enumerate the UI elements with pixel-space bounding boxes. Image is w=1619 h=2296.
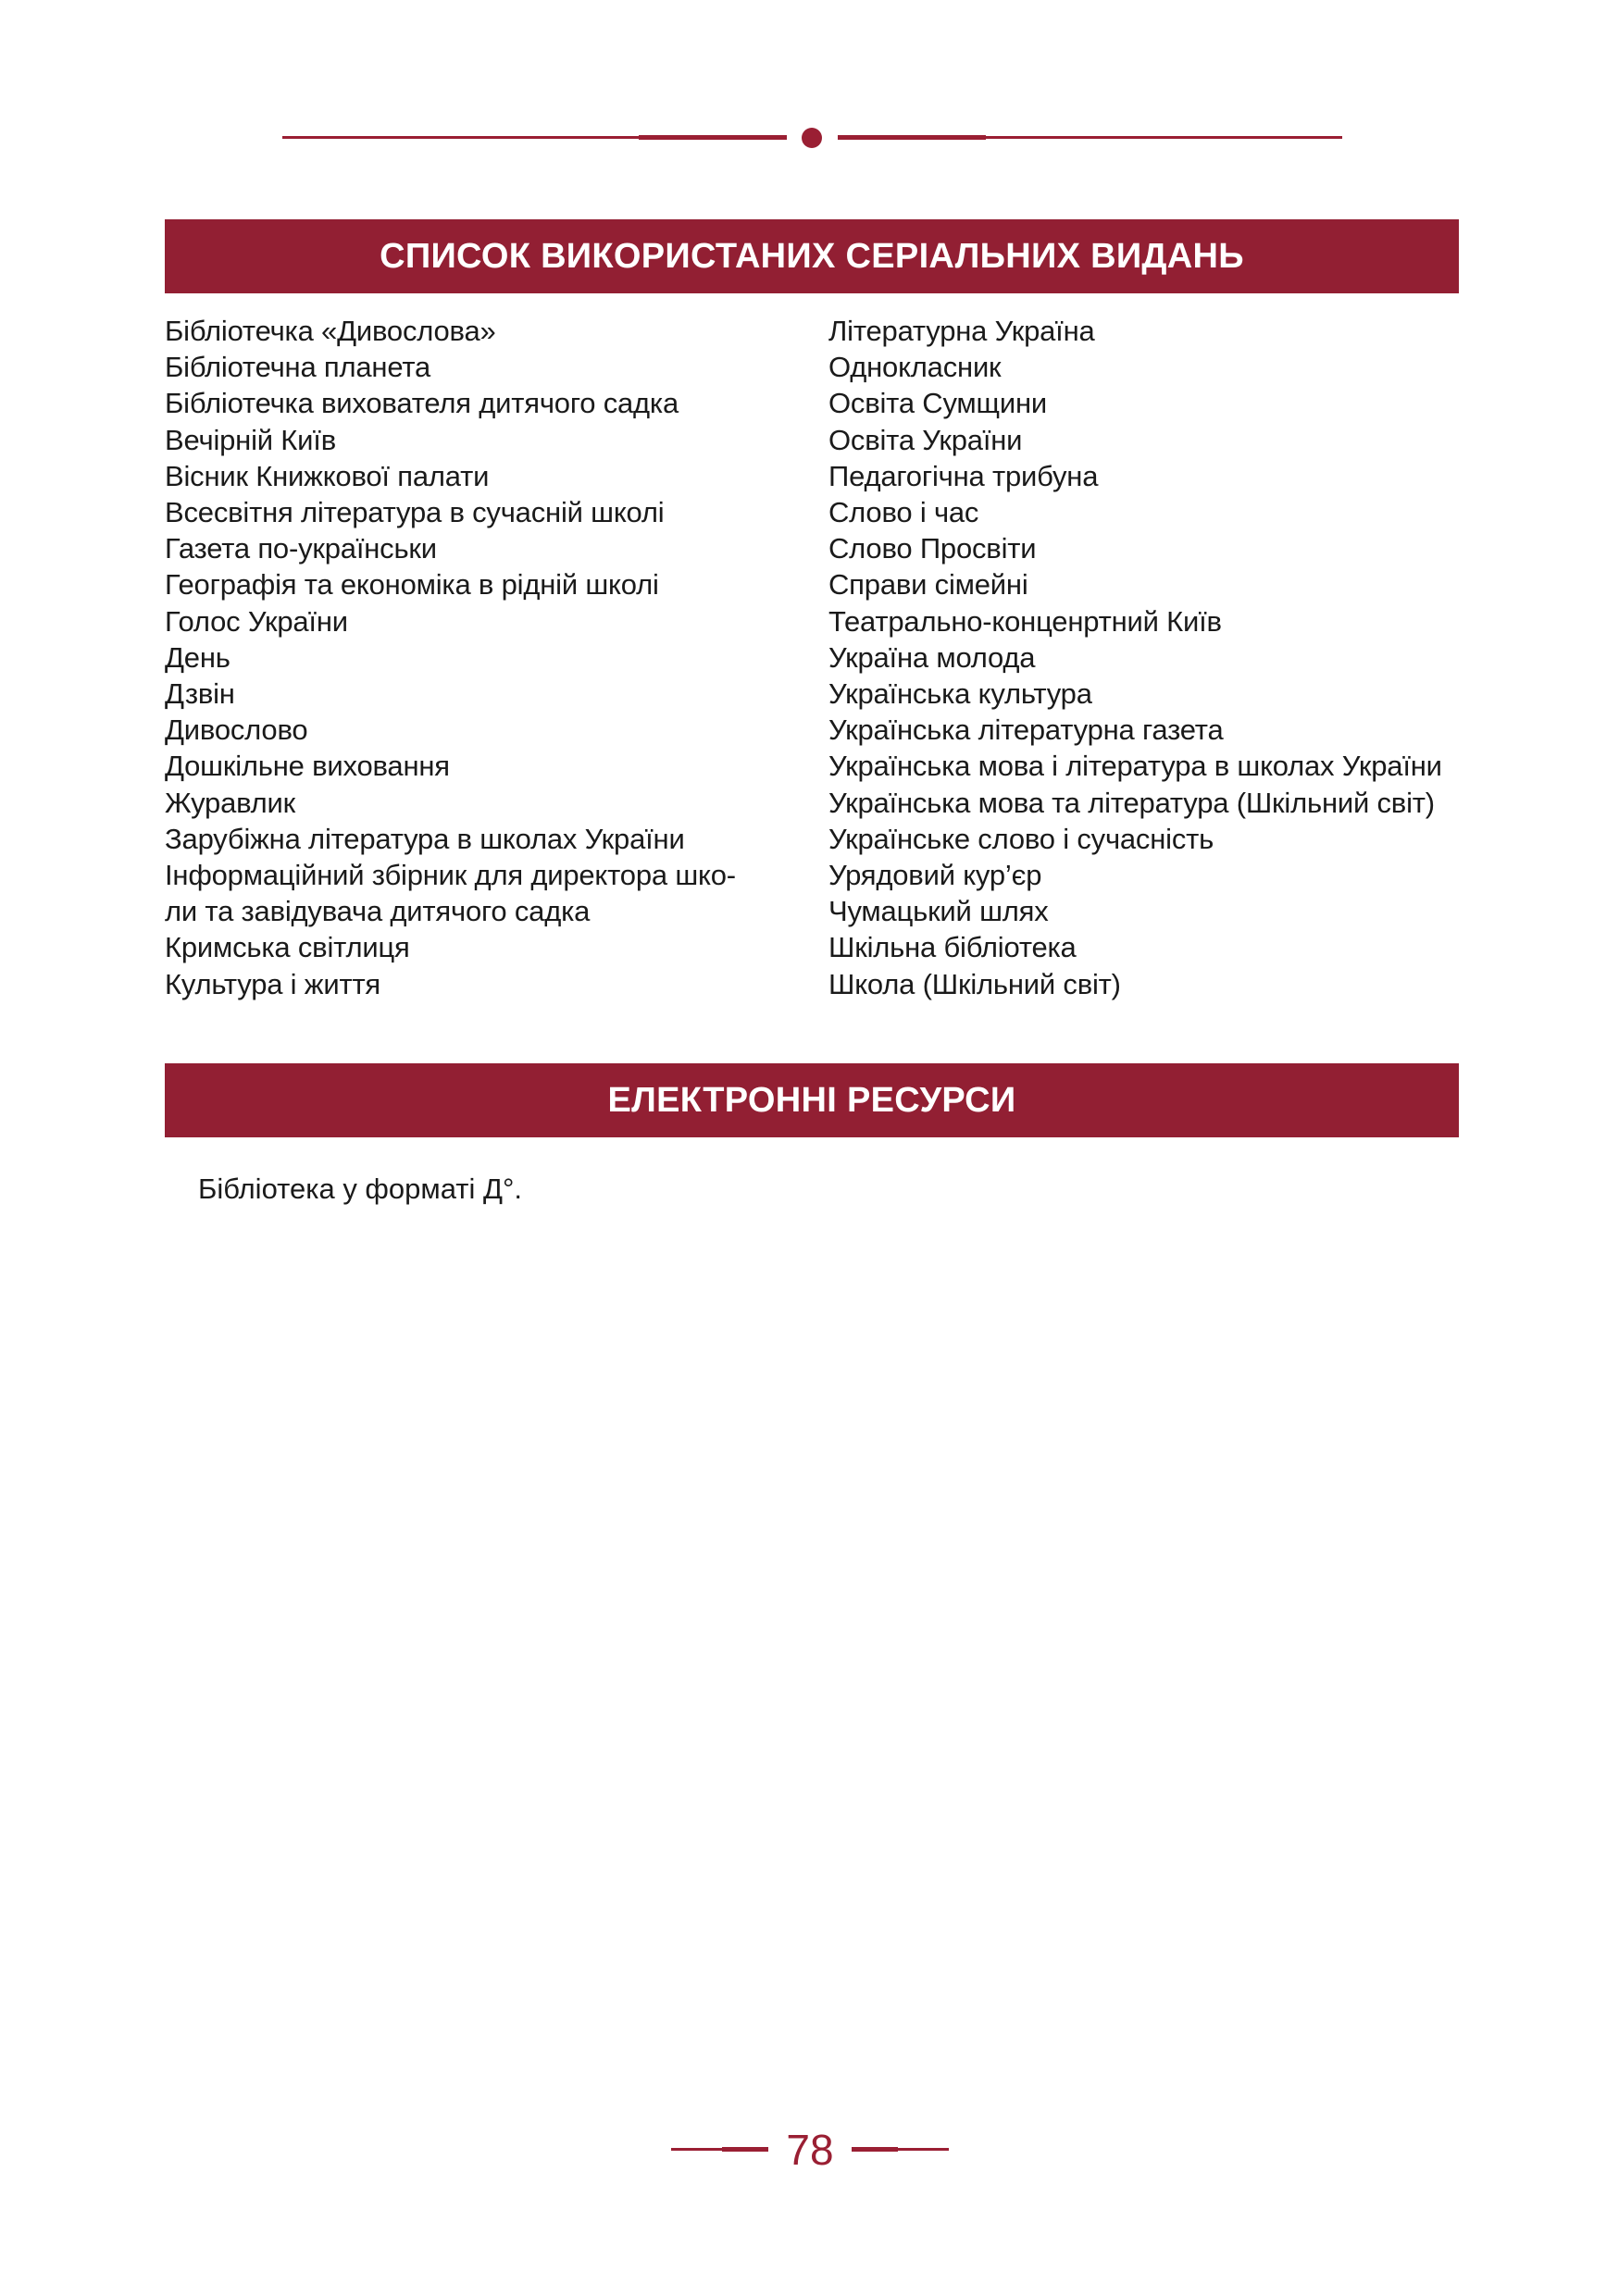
serial-item: Слово Просвіти	[828, 532, 1037, 565]
serial-item: Педагогічна трибуна	[828, 459, 1099, 492]
serials-list-left	[165, 313, 822, 1002]
serial-item: ли та завідувача дитячого садка	[165, 895, 591, 928]
serial-item: Театрально-конценртний Київ	[828, 604, 1222, 638]
serial-item: Освіта України	[828, 423, 1023, 456]
serial-item: Слово і час	[828, 496, 979, 529]
page-footer	[671, 2123, 949, 2178]
footer-line-right	[852, 2148, 949, 2151]
ornament-line-right	[838, 136, 1342, 139]
electronic-resource-item: Бібліотека у форматі Д°.	[198, 1173, 522, 1205]
serial-item: Шкільна бібліотека	[828, 931, 1077, 964]
serial-item: Всесвітня література в сучасній школі	[165, 496, 665, 529]
serial-item: Географія та економіка в рідній школі	[165, 568, 659, 602]
serial-item: Газета по-українськи	[165, 532, 437, 565]
serial-item: Українська літературна газета	[828, 714, 1224, 747]
serial-item: Україна молода	[828, 640, 1036, 674]
serial-item: Вісник Книжкової палати	[165, 459, 490, 492]
serial-item: Українська мова та література (Шкільний світ)	[828, 786, 1435, 819]
serial-item: Інформаційний збірник для директора шко-	[165, 859, 736, 892]
serials-section-heading: СПИСОК ВИКОРИСТАНИХ СЕРІАЛЬНИХ ВИДАНЬ	[165, 219, 1459, 293]
serial-item: Журавлик	[165, 786, 296, 819]
serial-item: Однокласник	[828, 351, 1002, 384]
serial-item: Бібліотечка «Дивослова»	[165, 315, 496, 347]
ornament-line-left	[282, 136, 787, 139]
top-ornament	[282, 128, 1342, 148]
serial-item: Українська мова і література в школах України	[828, 750, 1442, 783]
serial-item: Дошкільне виховання	[165, 750, 450, 783]
serial-item: Справи сімейні	[828, 568, 1028, 602]
serial-item: Українська культура	[828, 677, 1092, 711]
serial-item: День	[165, 640, 230, 674]
serial-item: Зарубіжна література в школах України	[165, 822, 685, 855]
ornament-dot	[802, 128, 822, 148]
serial-item: Голос України	[165, 604, 348, 638]
serial-item: Бібліотечка вихователя дитячого садка	[165, 387, 679, 420]
serial-item: Кримська світлиця	[165, 931, 410, 964]
serial-item: Чумацький шлях	[828, 895, 1049, 928]
electronic-section-heading: ЕЛЕКТРОННІ РЕСУРСИ	[165, 1063, 1459, 1137]
page-number: 78	[786, 2126, 834, 2174]
serial-item: Літературна Україна	[828, 315, 1095, 347]
serial-item: Дзвін	[165, 677, 235, 711]
serial-item: Дивослово	[165, 714, 308, 747]
serial-item: Урядовий кур’єр	[828, 859, 1042, 892]
serial-item: Культура і життя	[165, 967, 381, 1000]
serial-item: Бібліотечна планета	[165, 351, 431, 384]
serial-item: Школа (Шкільний світ)	[828, 967, 1121, 1000]
serials-list-right	[828, 313, 1467, 1002]
serial-item: Вечірній Київ	[165, 423, 336, 456]
serial-item: Українське слово і сучасність	[828, 822, 1214, 855]
serial-item: Освіта Сумщини	[828, 387, 1047, 420]
